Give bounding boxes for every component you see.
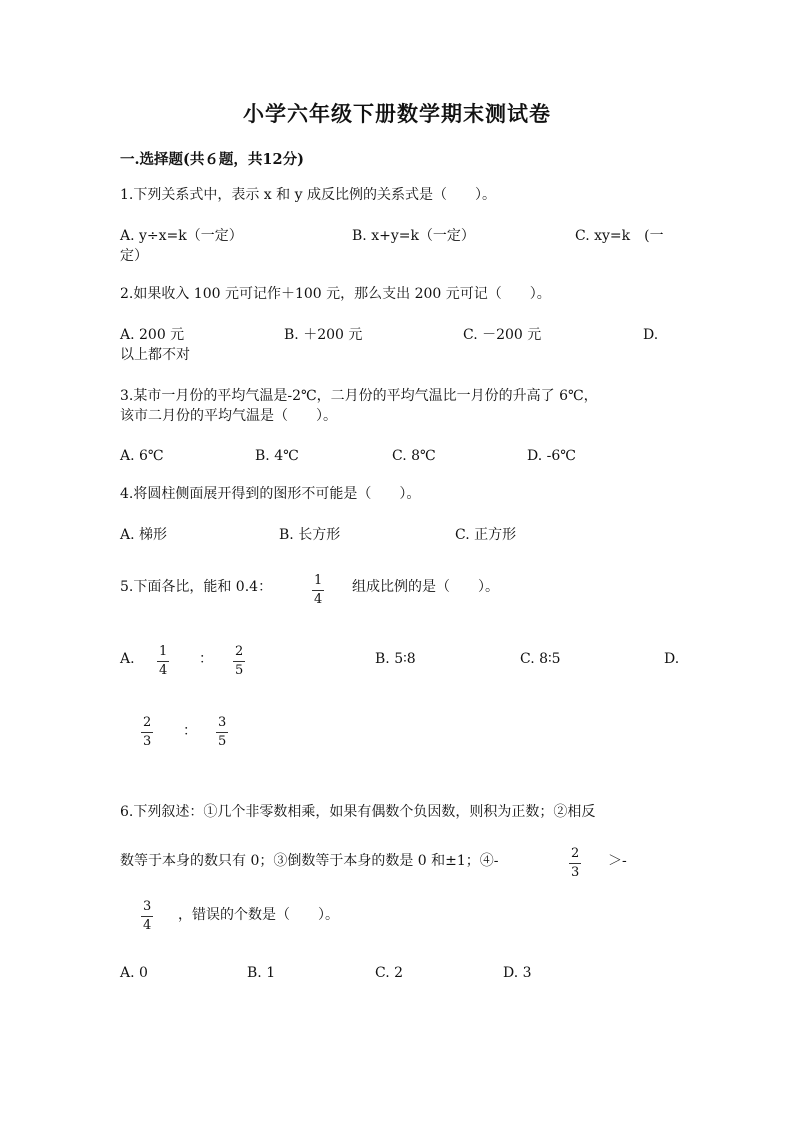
question-2-option-d[interactable]: D.	[643, 327, 659, 343]
fraction-denominator: 5	[218, 734, 227, 749]
question-3-option-c[interactable]: C. 8℃	[392, 448, 436, 464]
fraction-bar	[141, 916, 153, 917]
question-6-line-2-fraction	[569, 847, 581, 880]
question-5-option-a-label[interactable]: A.	[120, 651, 135, 667]
question-5-stem-pre: 5.下面各比，能和 0.4：	[120, 579, 273, 595]
question-2-option-b[interactable]: B. ＋200 元	[284, 327, 363, 343]
question-6-line-2-post: ＞-	[608, 853, 627, 869]
question-3-stem-line-2: 该市二月份的平均气温是（ ）。	[120, 408, 337, 424]
question-6-option-b[interactable]: B. 1	[247, 965, 276, 981]
question-2-option-c[interactable]: C. －200 元	[463, 327, 542, 343]
question-3-option-d[interactable]: D. -6℃	[527, 448, 576, 464]
fraction-denominator: 4	[159, 663, 168, 678]
fraction-bar	[141, 732, 153, 733]
fraction-denominator: 3	[143, 734, 152, 749]
question-6-line-1: 6.下列叙述：①几个非零数相乘，如果有偶数个负因数，则积为正数；②相反	[120, 804, 596, 820]
question-5-option-d-colon: ：	[183, 723, 197, 739]
question-5-option-a-fraction-1	[157, 645, 169, 678]
question-6-option-d[interactable]: D. 3	[503, 965, 532, 981]
question-4-option-a[interactable]: A. 梯形	[120, 527, 168, 543]
fraction-denominator: 4	[143, 918, 152, 933]
question-5-option-d-label[interactable]: D.	[664, 651, 680, 667]
question-5-option-a-colon: ：	[199, 651, 213, 667]
fraction-numerator: 2	[143, 715, 152, 730]
fraction-numerator: 3	[218, 715, 227, 730]
fraction-denominator: 5	[235, 663, 244, 678]
question-5-option-d-fraction-1	[141, 716, 153, 749]
fraction-denominator: 4	[314, 592, 323, 607]
section-heading: 一.选择题(共６题，共12分)	[120, 151, 304, 168]
question-2-stem: 2.如果收入 100 元可记作＋100 元，那么支出 200 元可记（ ）。	[120, 286, 551, 302]
fraction-bar	[233, 661, 245, 662]
question-4-stem: 4.将圆柱侧面展开得到的图形不可能是（ ）。	[120, 486, 421, 502]
page-title: 小学六年级下册数学期末测试卷	[243, 101, 551, 126]
question-6-line-2: 数等于本身的数只有 0；③倒数等于本身的数是 0 和±1；④-	[120, 853, 499, 869]
fraction-numerator: 1	[159, 644, 168, 659]
question-3-stem-line-1: 3.某市一月份的平均气温是-2℃，二月份的平均气温比一月份的升高了 6℃，	[120, 388, 598, 404]
fraction-denominator: 3	[571, 865, 580, 880]
question-1-option-c-continued: 定）	[120, 248, 148, 264]
question-5-option-b[interactable]: B. 5∶8	[375, 651, 416, 667]
question-6-line-3-fraction	[141, 900, 153, 933]
fraction-numerator: 3	[143, 899, 152, 914]
question-5-stem-post: 组成比例的是（ ）。	[352, 579, 499, 595]
fraction-bar	[157, 661, 169, 662]
question-1-stem: 1.下列关系式中，表示 x 和 y 成反比例的关系式是（ ）。	[120, 187, 496, 203]
question-4-option-b[interactable]: B. 长方形	[279, 527, 341, 543]
question-5-stem-fraction	[312, 574, 324, 607]
question-4-option-c[interactable]: C. 正方形	[455, 527, 517, 543]
question-2-option-a[interactable]: A. 200 元	[120, 327, 185, 343]
fraction-bar	[216, 732, 228, 733]
question-6-option-c[interactable]: C. 2	[375, 965, 404, 981]
question-1-option-b[interactable]: B. x+y=k（一定）	[352, 228, 475, 244]
fraction-numerator: 2	[571, 846, 580, 861]
question-1-option-a[interactable]: A. y÷x=k（一定）	[120, 228, 243, 244]
question-5-option-c[interactable]: C. 8∶5	[520, 651, 561, 667]
question-6-line-3: ，错误的个数是（ ）。	[178, 907, 339, 923]
question-5-option-d-fraction-2	[216, 716, 228, 749]
fraction-numerator: 1	[314, 573, 323, 588]
question-6-option-a[interactable]: A. 0	[120, 965, 148, 981]
fraction-bar	[569, 863, 581, 864]
question-2-option-d-continued: 以上都不对	[120, 347, 190, 363]
question-5-option-a-fraction-2	[233, 645, 245, 678]
question-3-option-b[interactable]: B. 4℃	[255, 448, 299, 464]
question-3-option-a[interactable]: A. 6℃	[120, 448, 164, 464]
fraction-bar	[312, 590, 324, 591]
fraction-numerator: 2	[235, 644, 244, 659]
question-1-option-c[interactable]: C. xy=k (一	[575, 228, 664, 244]
